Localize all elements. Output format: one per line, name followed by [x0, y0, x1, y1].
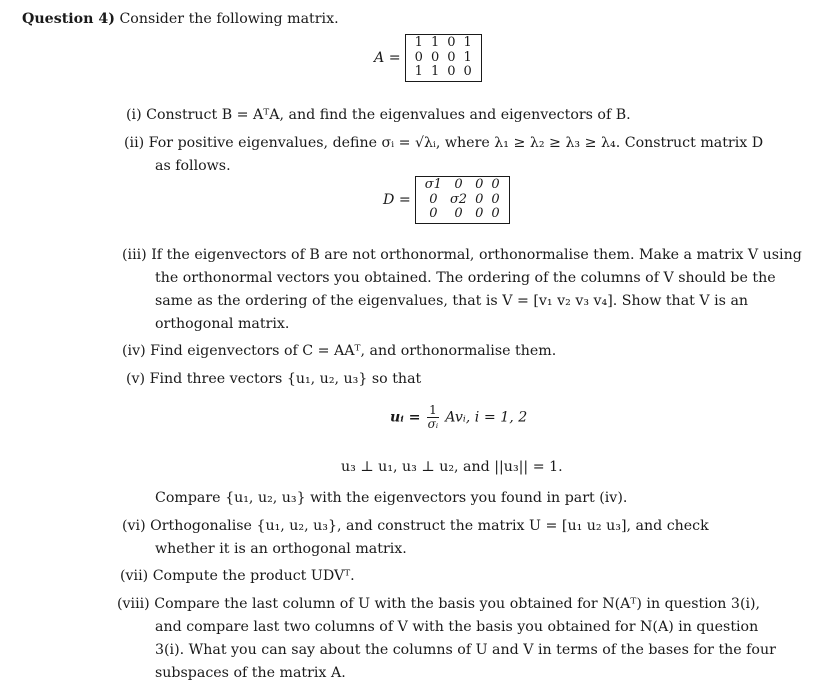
item-iii: [122, 246, 802, 264]
item-iii-line4: orthogonal matrix.: [155, 316, 290, 332]
item-i: [126, 106, 631, 124]
item-vi: [122, 517, 709, 535]
matrix-d-cell: 0: [475, 206, 484, 221]
item-vi-number: (vi): [122, 518, 146, 534]
equation-ui-numerator: 1: [429, 403, 437, 417]
matrix-a-cell: 0: [447, 64, 456, 79]
matrix-a-row: [411, 51, 476, 66]
matrix-d-row: [421, 193, 504, 208]
item-vii-text: Compute the product UDVᵀ.: [152, 568, 355, 584]
equation-u3: u₃ ⊥ u₁, u₃ ⊥ u₂, and ||u₃|| = 1.: [341, 459, 563, 475]
matrix-d-cell: 0: [429, 191, 438, 207]
item-iv-text: Find eigenvectors of C = AAᵀ, and orthonormalise them.: [150, 343, 557, 359]
item-iii-line1: If the eigenvectors of B are not orthonormal, orthonormalise them. Make a matrix V using: [151, 247, 802, 263]
item-v: [126, 370, 421, 388]
matrix-d-cell: 0: [475, 191, 484, 207]
matrix-a-label: A =: [374, 49, 401, 66]
item-viii-line1: Compare the last column of U with the basis you obtained for N(Aᵀ) in question 3(i),: [154, 596, 761, 612]
item-ii-number: (ii): [124, 135, 145, 151]
equation-ui-left: uᵢ =: [390, 409, 421, 426]
item-ii-line2: as follows.: [155, 158, 231, 174]
equation-ui: [390, 404, 527, 431]
matrix-a-cell: 1: [414, 35, 423, 50]
item-i-text: Construct B = AᵀA, and find the eigenvalues and eigenvectors of B.: [146, 107, 631, 123]
matrix-a-row: [411, 65, 476, 80]
matrix-d-cell: 0: [454, 206, 463, 221]
matrix-a-cell: 1: [430, 35, 440, 50]
matrix-a: [374, 34, 482, 82]
matrix-a-cell: 1: [430, 64, 440, 79]
item-i-number: (i): [126, 107, 142, 123]
item-iv: [122, 342, 556, 360]
matrix-d-cell: 0: [475, 177, 484, 192]
question-header: [22, 10, 339, 28]
matrix-a-cell: 1: [463, 35, 472, 50]
matrix-a-cell: 1: [463, 49, 472, 65]
item-vii-number: (vii): [120, 568, 149, 584]
item-vii: [120, 567, 355, 585]
item-ii-line1: For positive eigenvalues, define σᵢ = √λᵢ, where λ₁ ≥ λ₂ ≥ λ₃ ≥ λ₄. Construct matrix D: [148, 135, 764, 151]
item-viii-line4: subspaces of the matrix A.: [155, 665, 346, 681]
matrix-a-cell: 0: [447, 35, 456, 50]
matrix-a-cell: 0: [430, 49, 440, 65]
matrix-d-cell: 0: [491, 206, 500, 221]
item-vi-line1: Orthogonalise {u₁, u₂, u₃}, and construct the matrix U = [u₁ u₂ u₃], and check: [150, 518, 709, 534]
item-iii-line3: same as the ordering of the eigenvalues, that is V = [v₁ v₂ v₃ v₄]. Show that V is an: [155, 293, 749, 309]
matrix-d-cell: σ1: [424, 177, 442, 192]
item-viii-number: (viii): [117, 596, 150, 612]
matrix-d-cell: 0: [429, 206, 438, 221]
matrix-d-cell: 0: [491, 177, 500, 192]
matrix-a-cell: 1: [414, 64, 423, 79]
matrix-d-label: D =: [383, 191, 411, 208]
equation-ui-denominator: σᵢ: [427, 417, 439, 431]
matrix-d-row: [421, 178, 504, 193]
matrix-d-cell: 0: [454, 177, 463, 192]
matrix-a-bracket: [405, 34, 482, 82]
matrix-d-bracket: [415, 176, 510, 224]
equation-ui-right: Avᵢ, i = 1, 2: [445, 409, 528, 426]
item-viii-line3: 3(i). What you can say about the columns of U and V in terms of the bases for the four: [155, 642, 776, 658]
item-v-number: (v): [126, 371, 146, 387]
item-v-line1: Find three vectors {u₁, u₂, u₃} so that: [149, 371, 422, 387]
matrix-d-table: [421, 178, 504, 222]
item-viii: [117, 595, 760, 613]
matrix-d-row: [421, 207, 504, 222]
equation-ui-fraction: [427, 404, 439, 431]
question-label: Question 4): [22, 11, 115, 27]
matrix-a-table: [411, 36, 476, 80]
item-iii-number: (iii): [122, 247, 147, 263]
question-intro: Consider the following matrix.: [119, 11, 339, 27]
item-iv-number: (iv): [122, 343, 146, 359]
item-viii-line2: and compare last two columns of V with the basis you obtained for N(A) in question: [155, 619, 759, 635]
item-v-compare: Compare {u₁, u₂, u₃} with the eigenvectors you found in part (iv).: [155, 490, 628, 506]
matrix-a-row: [411, 36, 476, 51]
matrix-d-cell: 0: [491, 191, 500, 207]
matrix-a-cell: 0: [463, 64, 472, 79]
item-iii-line2: the orthonormal vectors you obtained. The ordering of the columns of V should be the: [155, 270, 776, 286]
matrix-d-cell: σ2: [449, 191, 468, 207]
matrix-a-cell: 0: [414, 49, 423, 65]
item-ii: [124, 134, 763, 152]
item-vi-line2: whether it is an orthogonal matrix.: [155, 541, 407, 557]
matrix-d: [383, 176, 510, 224]
matrix-a-cell: 0: [447, 49, 456, 65]
